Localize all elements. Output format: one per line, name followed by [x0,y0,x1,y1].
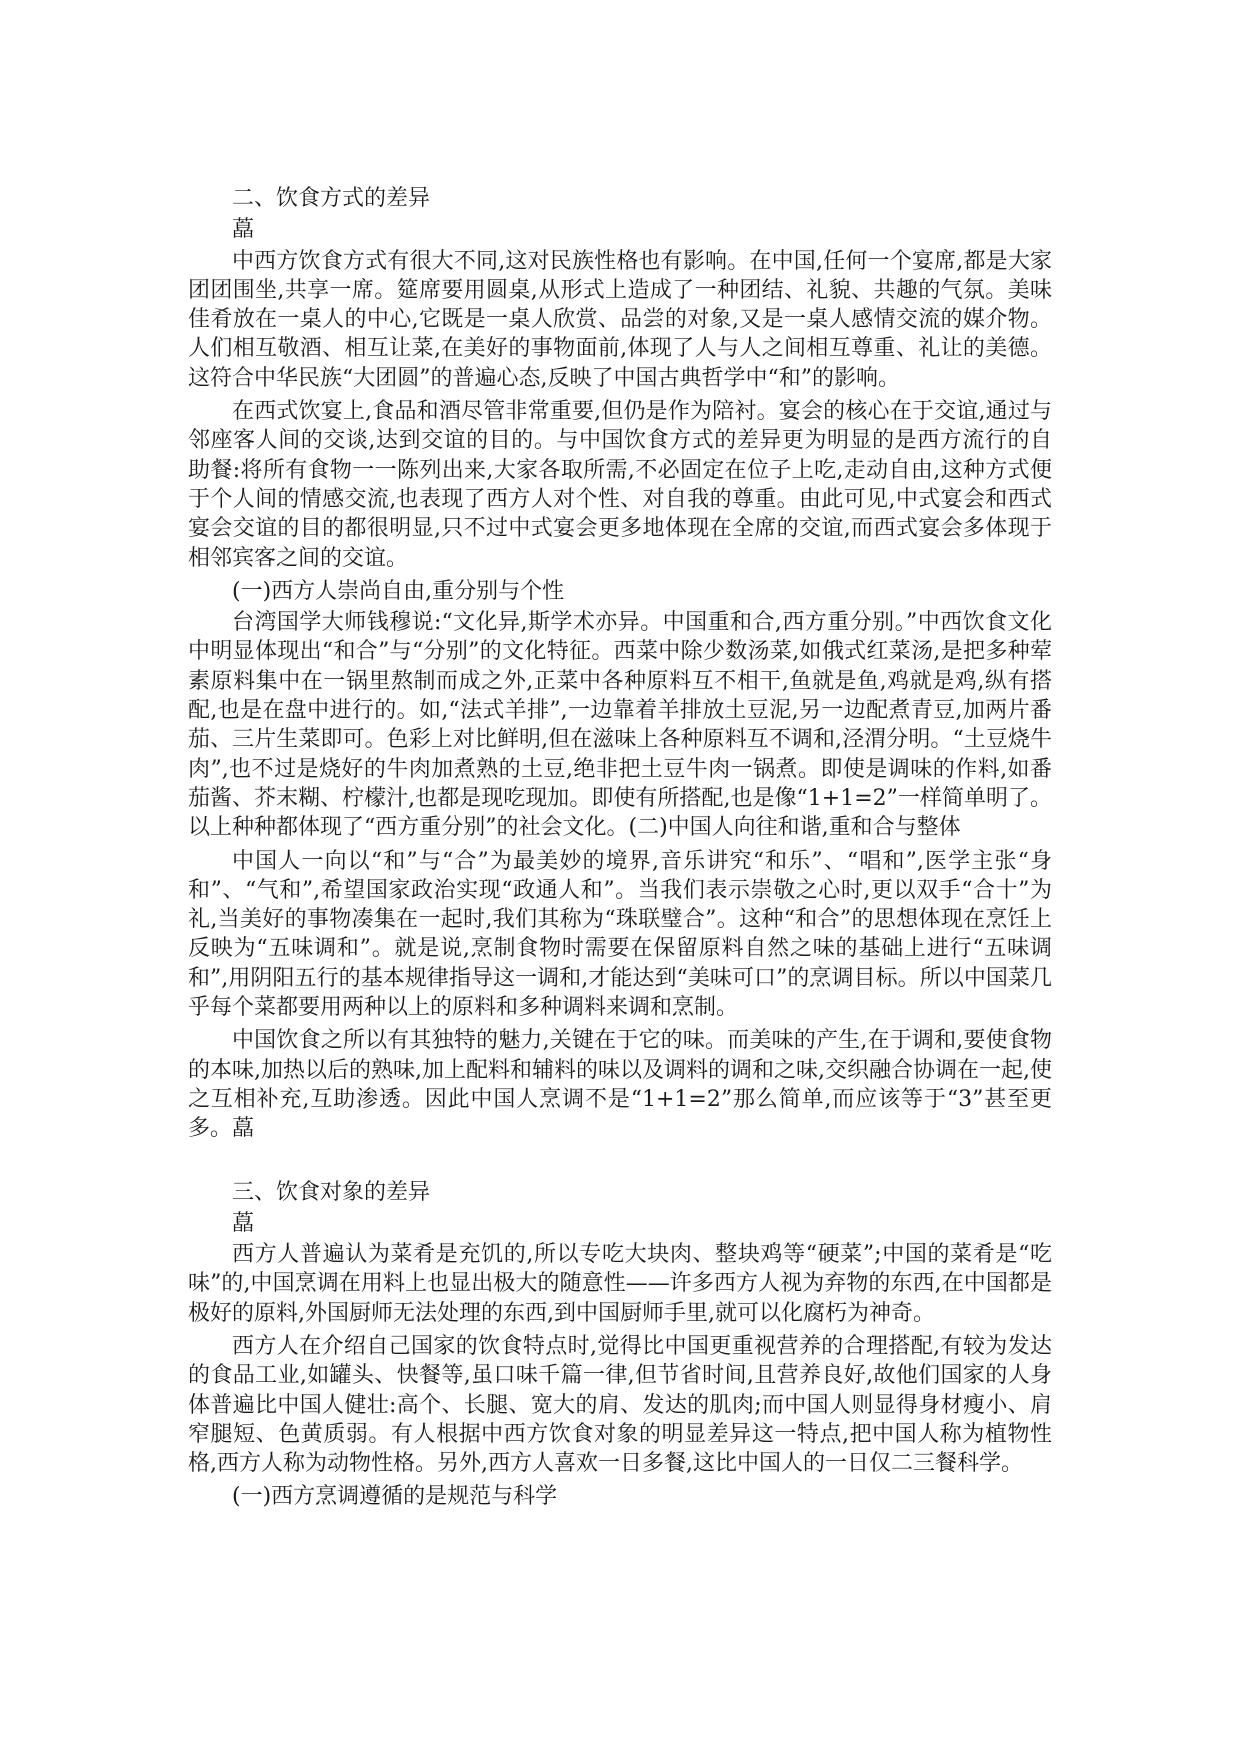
section-2-subheading-1: (一)西方人崇尚自由,重分别与个性 [232,578,565,604]
paragraph: 中国饮食之所以有其独特的魅力,关键在于它的味。而美味的产生,在于调和,要使食物的本味,加热以后的熟味,加上配料和辅料的味以及调料的调和之味,交织融合协调在一起,使之互相补充,互助渗透。因此中国人烹调不是“1+1=2”那么简单,而应该等于“3”甚至更多。藠 [188,1028,1052,1142]
section-3-mark: 藠 [232,1210,255,1236]
section-3-subheading-1: (一)西方烹调遵循的是规范与科学 [232,1484,558,1510]
paragraph: 西方人在介绍自己国家的饮食特点时,觉得比中国更重视营养的合理搭配,有较为发达的食品工业,如罐头、快餐等,虽口味千篇一律,但节省时间,且营养良好,故他们国家的人身体普遍比中国人健壮:高个、长腿、宽大的肩、发达的肌肉;而中国人则显得身材瘦小、肩窄腿短、色黄质弱。有人根据中西方饮食对象的明显差异这一特点,把中国人称为植物性格,西方人称为动物性格。另外,西方人喜欢一日多餐,这比中国人的一日仅二三餐科学。 [188,1333,1052,1477]
section-2-mark: 藠 [232,217,255,243]
paragraph: 西方人普遍认为菜肴是充饥的,所以专吃大块肉、整块鸡等“硬菜”;中国的菜肴是“吃味”的,中国烹调在用料上也显出极大的随意性——许多西方人视为弃物的东西,在中国都是极好的原料,外国厨师无法处理的东西,到中国厨师手里,就可以化腐朽为神奇。 [188,1242,1052,1326]
section-3-heading: 三、饮食对象的差异 [232,1179,431,1205]
paragraph: 在西式饮宴上,食品和酒尽管非常重要,但仍是作为陪衬。宴会的核心在于交谊,通过与邻座客人间的交谈,达到交谊的目的。与中国饮食方式的差异更为明显的是西方流行的自助餐:将所有食物一一陈列出来,大家各取所需,不必固定在位子上吃,走动自由,这种方式便于个人间的情感交流,也表现了西方人对个性、对自我的尊重。由此可见,中式宴会和西式宴会交谊的目的都很明显,只不过中式宴会更多地体现在全席的交谊,而西式宴会多体现于相邻宾客之间的交谊。 [188,399,1052,571]
section-spacer [188,1148,1052,1178]
section-2-heading: 二、饮食方式的差异 [232,186,431,211]
document-body [188,184,1052,1514]
paragraph: 中西方饮食方式有很大不同,这对民族性格也有影响。在中国,任何一个宴席,都是大家团团围坐,共享一席。筵席要用圆桌,从形式上造成了一种团结、礼貌、共趣的气氛。美味佳肴放在一桌人的中心,它既是一桌人欣赏、品尝的对象,又是一桌人感情交流的媒介物。人们相互敬酒、相互让菜,在美好的事物面前,体现了人与人之间相互尊重、礼让的美德。这符合中华民族“大团圆”的普遍心态,反映了中国古典哲学中“和”的影响。 [188,248,1052,391]
paragraph: 台湾国学大师钱穆说:“文化异,斯学术亦异。中国重和合,西方重分别。”中西饮食文化中明显体现出“和合”与“分别”的文化特征。西菜中除少数汤菜,如俄式红菜汤,是把多种荤素原料集中在一锅里熬制而成之外,正菜中各种原料互不相干,鱼就是鱼,鸡就是鸡,纵有搭配,也是在盘中进行的。如,“法式羊排”,一边靠着羊排放土豆泥,另一边配煮青豆,加两片番茄、三片生菜即可。色彩上对比鲜明,但在滋味上各种原料互不调和,泾渭分明。“土豆烧牛肉”,也不过是烧好的牛肉加煮熟的土豆,绝非把土豆牛肉一锅煮。即使是调味的作料,如番茄酱、芥末糊、柠檬汁,也都是现吃现加。即使有所搭配,也是像“1+1=2”一样简单明了。以上种种都体现了“西方重分别”的社会文化。(二)中国人向往和谐,重和合与整体 [188,610,1052,841]
paragraph: 中国人一向以“和”与“合”为最美妙的境界,音乐讲究“和乐”、“唱和”,医学主张“身和”、“气和”,希望国家政治实现“政通人和”。当我们表示崇敬之心时,更以双手“合十”为礼,当美好的事物凑集在一起时,我们其称为“珠联璧合”。这种“和合”的思想体现在烹饪上反映为“五味调和”。就是说,烹制食物时需要在保留原料自然之味的基础上进行“五味调和”,用阴阳五行的基本规律指导这一调和,才能达到“美味可口”的烹调目标。所以中国菜几乎每个菜都要用两种以上的原料和多种调料来调和烹制。 [188,848,1052,1021]
